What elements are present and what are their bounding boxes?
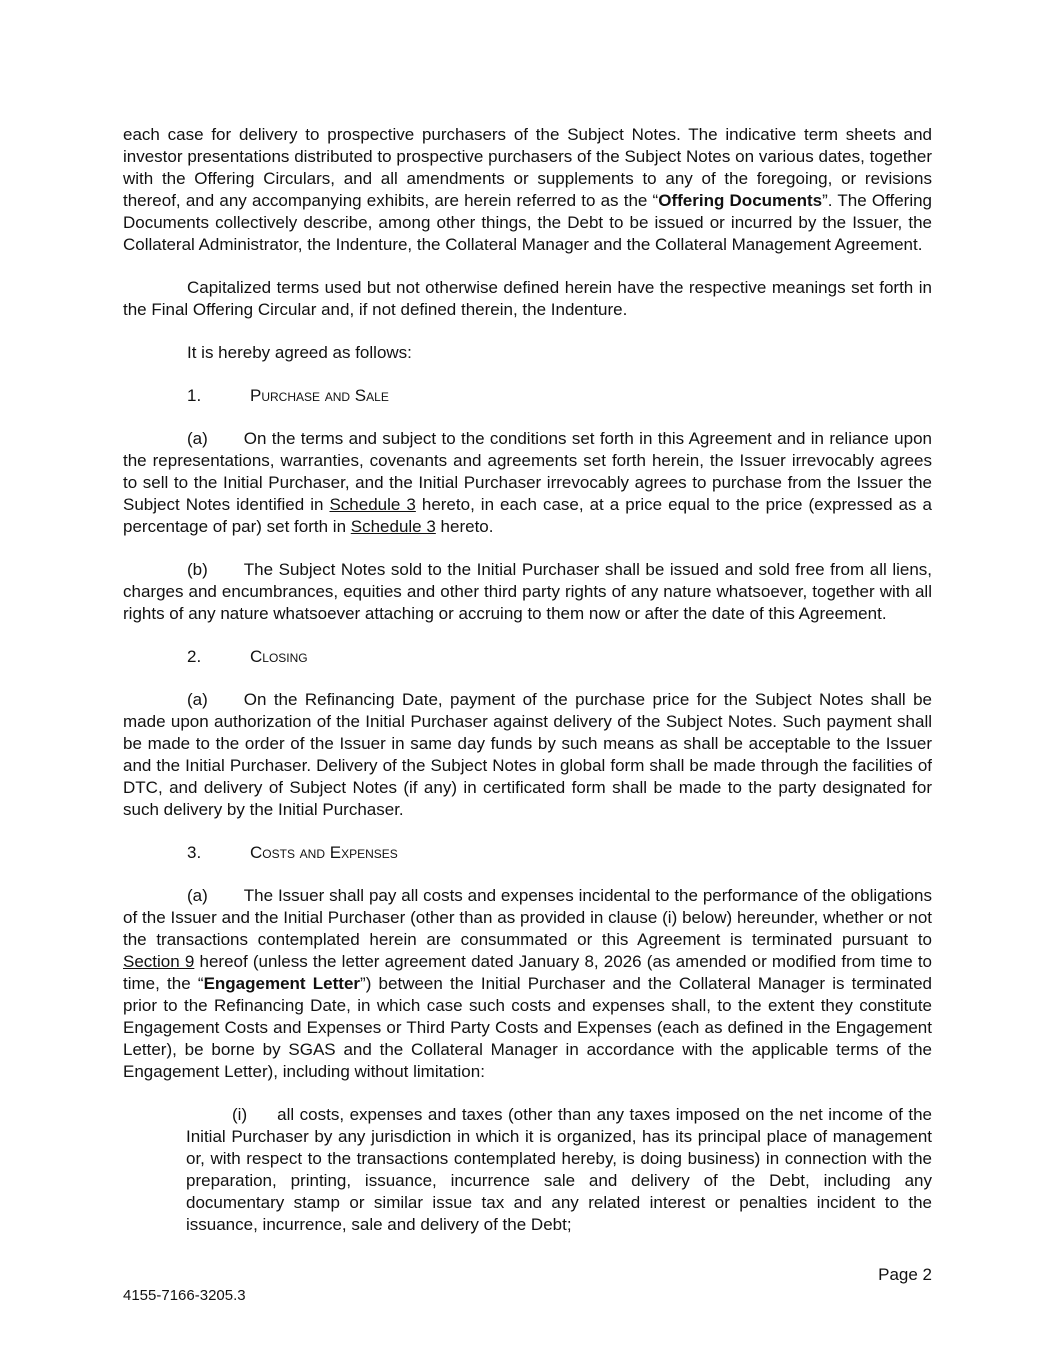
section-heading-costs-and-expenses — [187, 842, 932, 864]
paragraph-1b: (b) The Subject Notes sold to the Initial Purchaser shall be issued and sold free from all liens, charges and encumbrances, equities and other third party rights of any nature whatsoever, together with all rights of any nature whatsoever attaching or accruing to them now or after the date of this Agreement. — [123, 560, 932, 623]
paragraph-capitalized-terms: Capitalized terms used but not otherwise defined herein have the respective meanings set forth in the Final Offering Circular and, if not defined therein, the Indenture. — [123, 278, 932, 319]
section-heading-closing — [187, 646, 932, 668]
paragraph-1a: (a) On the terms and subject to the conditions set forth in this Agreement and in reliance upon the representations, warranties, covenants and agreements set forth herein, the Issuer irrevocably agrees to sell to the Initial Purchaser, and the Initial Purchaser irrevocably agrees to purchase from the Issuer the Subject Notes identified in Schedule 3 hereto, in each case, at a price equal to the price (expressed as a percentage of par) set forth in Schedule 3 hereto. — [123, 429, 932, 536]
section-title: Closing — [250, 647, 308, 666]
section-number: 3. — [187, 843, 202, 862]
paragraph-continuation: each case for delivery to prospective purchasers of the Subject Notes. The indicative term sheets and investor presentations distributed to prospective purchasers of the Subject Notes on various dates, together with the Offering Circulars, and all amendments or supplements to any of the foregoing, or revisions thereof, and any accompanying exhibits, are herein referred to as the “Offering Documents”. The Offering Documents collectively describe, among other things, the Debt to be issued or incurred by the Issuer, the Collateral Administrator, the Indenture, the Collateral Manager and the Collateral Management Agreement. — [123, 125, 933, 254]
footer-document-id: 4155-7166-3205.3 — [123, 1287, 246, 1304]
section-title: Costs and Expenses — [250, 843, 398, 862]
section-heading-purchase-and-sale — [187, 385, 932, 407]
footer-page-number: Page 2 — [878, 1265, 932, 1284]
paragraph-agreed-as-follows: It is hereby agreed as follows: — [187, 343, 412, 362]
section-number: 1. — [187, 386, 202, 405]
section-number: 2. — [187, 647, 202, 666]
paragraph-2a: (a) On the Refinancing Date, payment of the purchase price for the Subject Notes shall be made upon authorization of the Initial Purchaser against delivery of the Subject Notes. Such payment shall be made to the order of the Issuer in same day funds by such means as shall be acceptable to the Issuer and the Initial Purchaser. Delivery of the Subject Notes in global form shall be made through the facilities of DTC, and delivery of Subject Notes (if any) in certificated form shall be made to the party designated for such delivery by the Initial Purchaser. — [123, 690, 932, 819]
subparagraph-3a-i: (i) all costs, expenses and taxes (other than any taxes imposed on the net income of the Initial Purchaser by any jurisdiction in which it is organized, has its principal place of management or, with respect to the transactions contemplated hereby, is doing business) in connection with the preparation, printing, issuance, incurrence sale and delivery of the Debt, including any documentary stamp or similar issue tax and any related interest or penalties incident to the issuance, incurrence, sale and delivery of the Debt; — [186, 1105, 932, 1234]
paragraph-3a: (a) The Issuer shall pay all costs and expenses incidental to the performance of the obligations of the Issuer and the Initial Purchaser (other than as provided in clause (i) below) hereunder, whether or not the transactions contemplated herein are consummated or this Agreement is terminated pursuant to Section 9 hereof (unless the letter agreement dated January 8, 2026 (as amended or modified from time to time, the “Engagement Letter”) between the Initial Purchaser and the Collateral Manager is terminated prior to the Refinancing Date, in which case such costs and expenses shall, to the extent they constitute Engagement Costs and Expenses or Third Party Costs and Expenses (each as defined in the Engagement Letter), be borne by SGAS and the Collateral Manager in accordance with the applicable terms of the Engagement Letter), including without limitation: — [123, 886, 932, 1081]
document-body — [123, 124, 932, 1257]
section-title: Purchase and Sale — [250, 386, 389, 405]
